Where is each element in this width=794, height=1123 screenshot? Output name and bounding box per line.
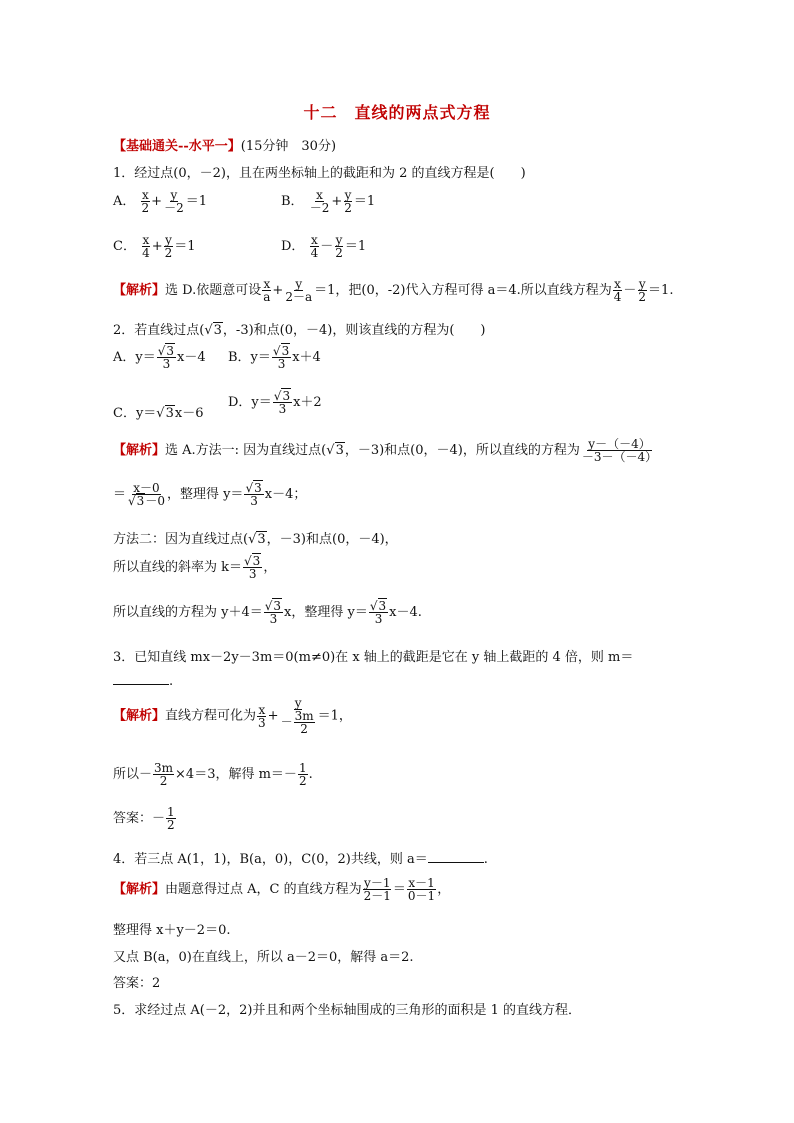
sqrt-3: √3 — [204, 323, 222, 338]
question-3-stem: 3．已知直线 mx－2y－3m＝0(m≠0)在 x 轴上的截距是它在 y 轴上截距的 4 倍，则 m＝ — [113, 650, 634, 665]
radicand: 3 — [136, 494, 145, 508]
radicand: 3 — [257, 532, 266, 547]
fraction — [141, 234, 151, 259]
denominator: 3 — [162, 357, 171, 371]
stem-text: 4．若三点 A(1，1)，B(a，0)，C(0，2)共线，则 a＝ — [113, 852, 428, 867]
fraction — [334, 234, 344, 259]
numerator: y — [344, 188, 352, 202]
numerator: y－（－4） — [588, 437, 651, 451]
operator: + — [151, 194, 163, 209]
numerator: y — [638, 277, 646, 291]
operator: － — [623, 283, 637, 298]
q2-method-2 — [113, 528, 398, 547]
radicand: 3 — [335, 443, 344, 458]
fraction — [272, 345, 291, 370]
solution-text: 所以直线的方程为 y＋4＝ — [113, 605, 263, 620]
section-tag: 【基础通关--水平一】 — [113, 139, 241, 154]
solution-text: x，整理得 y＝ — [284, 605, 368, 620]
analysis-tag: 【解析】 — [113, 708, 166, 724]
denominator: 4 — [142, 246, 150, 260]
question-5-stem: 5．求经过点 A(－2，2)并且和两个坐标轴围成的三角形的面积是 1 的直线方程． — [113, 1003, 582, 1018]
rhs: ＝1 — [185, 194, 207, 209]
solution-text: ，－3)和点(0，－4)， — [266, 532, 398, 547]
fraction — [284, 278, 313, 303]
numerator: x — [141, 188, 149, 202]
q4-answer: 答案：2 — [113, 976, 161, 991]
solution-text: ， — [437, 882, 451, 897]
equals: ＝ — [392, 882, 406, 897]
q4-solution-line-3: 又点 B(a，0)在直线上，所以 a－2＝0，解得 a＝2. — [113, 950, 414, 965]
denominator: 2 — [335, 246, 343, 260]
fraction — [273, 390, 292, 415]
numerator: x－1 — [408, 876, 435, 890]
q1-option-d — [281, 234, 366, 259]
sqrt-3: √3 — [264, 599, 282, 613]
numerator: y — [295, 277, 303, 291]
answer-blank — [428, 850, 484, 863]
q2-option-c — [113, 402, 203, 421]
numerator: y — [294, 696, 302, 710]
solution-text: 所以－ — [113, 767, 153, 782]
radicand: 3 — [213, 323, 222, 338]
radicand: 3 — [282, 389, 291, 403]
denominator: 2 — [164, 246, 173, 260]
radicand: 3 — [281, 344, 290, 358]
sqrt-3: √3 — [272, 344, 290, 358]
fraction — [127, 482, 166, 507]
numerator: 3m — [294, 709, 314, 723]
answer-blank — [113, 672, 169, 685]
solution-text: 选 D.依题意可设 — [165, 283, 262, 298]
operator: + — [331, 194, 343, 209]
fraction — [280, 697, 317, 735]
operator: + — [267, 708, 279, 724]
denominator — [127, 495, 166, 507]
fraction — [166, 806, 176, 831]
numerator: x — [614, 277, 621, 291]
q4-solution-line-1 — [113, 877, 450, 902]
denominator: －2 — [164, 201, 184, 215]
option-label: C．y＝ — [113, 406, 157, 421]
sqrt-3: √3 — [326, 443, 344, 458]
denominator: 3 — [269, 612, 278, 626]
q2-slope-line — [113, 555, 276, 580]
fraction — [637, 278, 647, 303]
numerator: y — [335, 233, 343, 247]
equals: ＝ — [113, 487, 127, 502]
numerator: 1 — [298, 761, 307, 775]
option-tail: x＋2 — [293, 395, 322, 410]
fraction — [244, 482, 263, 507]
q3-solution-line-2 — [113, 762, 313, 787]
denominator: 2 — [298, 774, 307, 788]
denominator: 0－1 — [407, 889, 436, 903]
option-label: A． — [113, 194, 136, 209]
q3-answer — [113, 806, 177, 831]
q2-option-d — [228, 390, 322, 415]
denominator: 2 — [638, 290, 647, 304]
rhs: ＝1 — [344, 239, 367, 254]
option-tail: x－6 — [174, 406, 204, 421]
denominator: 2 — [141, 201, 150, 215]
sqrt-3: √3 — [157, 344, 175, 358]
sqrt-3: √3 — [369, 599, 387, 613]
q1-solution — [113, 278, 673, 303]
solution-text: 方法二：因为直线过点( — [113, 532, 249, 547]
page-title: 十二 直线的两点式方程 — [303, 103, 491, 122]
numerator: y — [170, 188, 178, 202]
solution-text: ＝1，把(0，-2)代入方程可得 a＝4.所以直线方程为 — [314, 283, 612, 298]
operator: + — [272, 283, 284, 298]
numerator: x — [263, 277, 271, 291]
rhs: ＝1 — [174, 239, 196, 254]
q1-option-c — [113, 234, 196, 259]
analysis-tag: 【解析】 — [113, 882, 166, 897]
denominator: 2 — [344, 201, 352, 215]
option-label: D． — [281, 239, 305, 254]
option-label: B． — [281, 194, 304, 209]
denominator: －3－（－4） — [581, 450, 658, 464]
minus-sign: － — [280, 715, 293, 729]
analysis-tag: 【解析】 — [113, 283, 166, 298]
q3-solution-line-1 — [113, 697, 352, 735]
denominator — [280, 710, 317, 735]
sqrt-3: √3 — [248, 532, 266, 547]
option-label: B．y＝ — [228, 350, 271, 365]
option-tail: x－4 — [177, 350, 206, 365]
denominator: 2－a — [285, 290, 313, 304]
fraction — [164, 234, 174, 259]
denominator: 2－1 — [363, 889, 391, 903]
solution-text: ＝1. — [648, 283, 674, 298]
solution-text: x－4； — [264, 487, 307, 502]
numerator: x－0 — [133, 481, 160, 495]
fraction — [363, 877, 392, 902]
denominator: 2 — [300, 722, 308, 736]
sqrt-3: √3 — [245, 481, 262, 495]
fraction — [141, 189, 151, 214]
solution-text: x－4. — [389, 605, 422, 620]
denominator: 3 — [374, 612, 383, 626]
q4-solution-line-2: 整理得 x＋y－2＝0. — [113, 923, 231, 938]
q2-option-b — [228, 345, 321, 370]
denominator: 3 — [277, 357, 286, 371]
fraction — [243, 555, 262, 580]
denominator: a — [263, 290, 271, 304]
sqrt-3: √3 — [156, 406, 174, 421]
option-label: C． — [113, 239, 136, 254]
fraction — [298, 762, 308, 787]
denominator: 4 — [310, 246, 319, 260]
answer-text: 答案：－ — [113, 811, 166, 826]
question-4-stem — [113, 848, 488, 867]
solution-text: ， — [263, 560, 277, 575]
fraction — [369, 600, 388, 625]
denominator: 3 — [258, 715, 266, 730]
option-tail: x＋4 — [292, 350, 321, 365]
radicand: 3 — [254, 481, 262, 495]
denominator: 3 — [250, 494, 258, 508]
numerator: 1 — [167, 805, 175, 819]
section-header — [113, 135, 336, 154]
q1-option-a — [113, 189, 207, 214]
q1-option-b — [281, 189, 375, 214]
stem-text: . — [483, 852, 488, 867]
operator: + — [151, 239, 163, 254]
fraction — [310, 234, 320, 259]
rhs: ＝1 — [353, 194, 376, 209]
numerator: x — [316, 188, 323, 202]
section-meta: (15分钟 30分) — [240, 139, 337, 154]
solution-text: 直线方程可化为 — [165, 708, 257, 724]
denominator: 4 — [613, 290, 622, 304]
solution-text: ×4＝3，解得 m＝－ — [175, 767, 297, 782]
solution-text: 选 A.方法一: 因为直线过点( — [165, 443, 327, 458]
fraction — [407, 877, 436, 902]
fraction — [581, 438, 658, 463]
solution-text: ，－3)和点(0，－4)，所以直线的方程为 — [344, 443, 580, 458]
question-1-stem: 1．经过点(0，－2)，且在两坐标轴上的截距和为 2 的直线方程是( ) — [113, 166, 526, 181]
denominator: 2 — [159, 774, 168, 788]
stem-text: . — [169, 674, 174, 689]
radicand: 3 — [166, 344, 175, 358]
fraction — [257, 704, 267, 729]
denominator: －2 — [309, 201, 330, 215]
option-label: D．y＝ — [228, 395, 272, 410]
stem-text: 2．若直线过点( — [113, 323, 205, 338]
sqrt-3: √3 — [273, 389, 291, 403]
fraction — [157, 345, 176, 370]
fraction — [613, 278, 623, 303]
solution-text: 由题意得过点 A，C 的直线方程为 — [165, 882, 362, 897]
fraction — [294, 710, 315, 735]
numerator: x — [258, 702, 266, 717]
fraction — [153, 762, 174, 787]
q2-solution-line-2 — [113, 482, 306, 507]
option-label: A．y＝ — [113, 350, 156, 365]
q2-solution-line-1 — [113, 438, 659, 463]
fraction — [264, 600, 283, 625]
q3-answer-blank — [113, 672, 173, 689]
solution-text: . — [308, 767, 313, 782]
radicand: 3 — [165, 406, 174, 421]
solution-text: ＝1， — [317, 708, 352, 724]
numerator: y — [165, 233, 172, 247]
denominator-tail: －0 — [145, 494, 165, 508]
q2-equation-line — [113, 600, 422, 625]
q2-option-a — [113, 345, 206, 370]
solution-text: 所以直线的斜率为 k＝ — [113, 560, 243, 575]
denominator: 3 — [278, 402, 287, 416]
numerator: x — [311, 233, 318, 247]
sqrt-3: √3 — [128, 494, 145, 508]
fraction — [309, 189, 331, 214]
radicand: 3 — [252, 554, 261, 568]
denominator: 3 — [248, 567, 257, 581]
fraction — [163, 189, 185, 214]
denominator: 2 — [167, 818, 175, 832]
fraction — [343, 189, 353, 214]
stem-text: ，-3)和点(0，－4)，则该直线的方程为( ) — [222, 323, 486, 338]
radicand: 3 — [378, 599, 387, 613]
solution-text: ，整理得 y＝ — [166, 487, 244, 502]
sqrt-3: √3 — [244, 554, 261, 568]
fraction — [262, 278, 271, 303]
radicand: 3 — [273, 599, 282, 613]
analysis-tag: 【解析】 — [113, 443, 166, 458]
numerator: x — [142, 233, 150, 247]
numerator: y－1 — [364, 876, 391, 890]
operator: － — [320, 239, 334, 254]
question-2-stem — [113, 319, 486, 338]
numerator: 3m — [154, 761, 174, 775]
